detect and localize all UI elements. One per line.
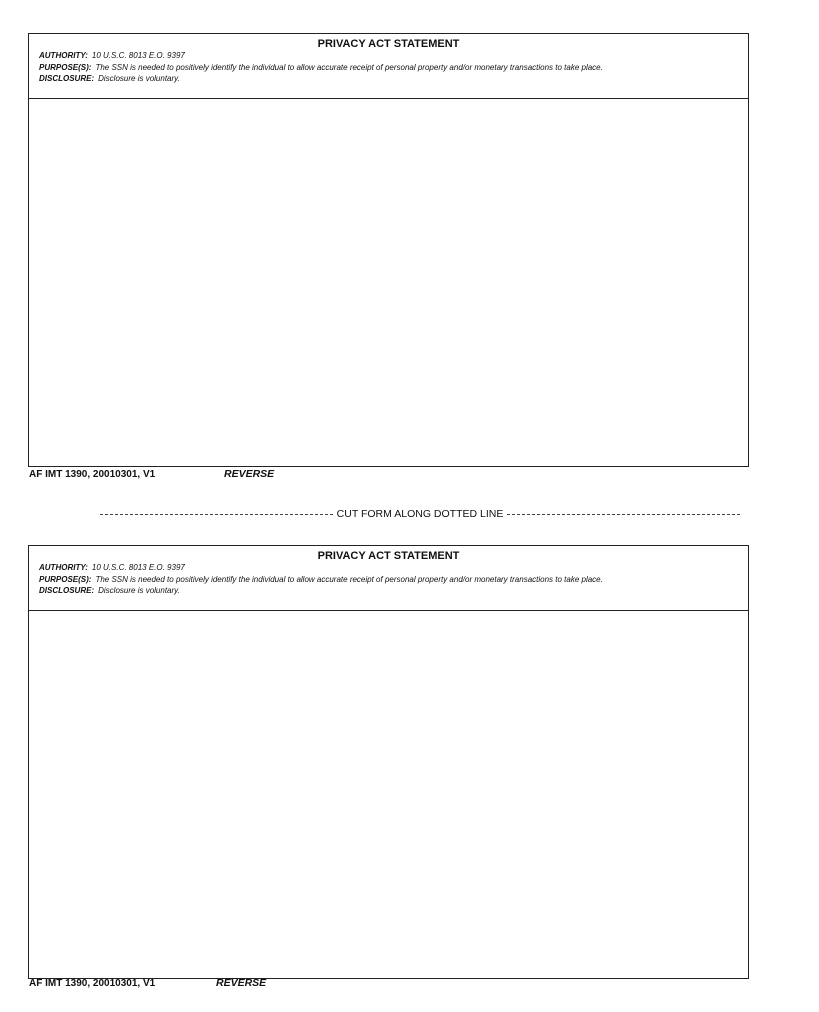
cut-line-text: CUT FORM ALONG DOTTED LINE — [336, 508, 504, 520]
privacy-act-title: PRIVACY ACT STATEMENT — [317, 38, 460, 50]
privacy-act-header — [29, 34, 748, 99]
form-top — [28, 33, 749, 467]
authority-line — [39, 50, 742, 62]
authority-text: 10 U.S.C. 8013 E.O. 9397 — [91, 563, 185, 572]
dotted-line-left — [100, 514, 333, 515]
reverse-label-bottom: REVERSE — [216, 977, 267, 989]
disclosure-text: Disclosure is voluntary. — [98, 586, 180, 595]
purpose-text: The SSN is needed to positively identify the individual to allow accurate receipt of personal property and/or monetary transactions to take place. — [95, 62, 603, 72]
form-body-bottom[interactable] — [29, 611, 748, 978]
form-id-top: AF IMT 1390, 20010301, V1 — [29, 469, 156, 480]
form-id-bottom: AF IMT 1390, 20010301, V1 — [29, 978, 156, 989]
disclosure-label: DISCLOSURE: — [39, 586, 95, 595]
form-bottom — [28, 545, 749, 979]
purpose-label: PURPOSE(S): — [39, 62, 92, 72]
privacy-act-title: PRIVACY ACT STATEMENT — [317, 550, 460, 562]
purpose-line — [39, 62, 742, 74]
privacy-act-header — [29, 546, 748, 611]
reverse-label-top: REVERSE — [224, 468, 275, 480]
purpose-line — [39, 574, 742, 586]
disclosure-text: Disclosure is voluntary. — [98, 74, 180, 83]
dotted-line-right — [507, 514, 740, 515]
disclosure-line — [39, 585, 742, 597]
cut-line — [100, 508, 740, 520]
authority-label: AUTHORITY: — [39, 563, 88, 572]
authority-line — [39, 562, 742, 574]
purpose-text: The SSN is needed to positively identify the individual to allow accurate receipt of personal property and/or monetary transactions to take place. — [95, 574, 603, 584]
authority-label: AUTHORITY: — [39, 51, 88, 60]
purpose-label: PURPOSE(S): — [39, 574, 92, 584]
form-body-top[interactable] — [29, 99, 748, 466]
authority-text: 10 U.S.C. 8013 E.O. 9397 — [91, 51, 185, 60]
disclosure-line — [39, 73, 742, 85]
disclosure-label: DISCLOSURE: — [39, 74, 95, 83]
